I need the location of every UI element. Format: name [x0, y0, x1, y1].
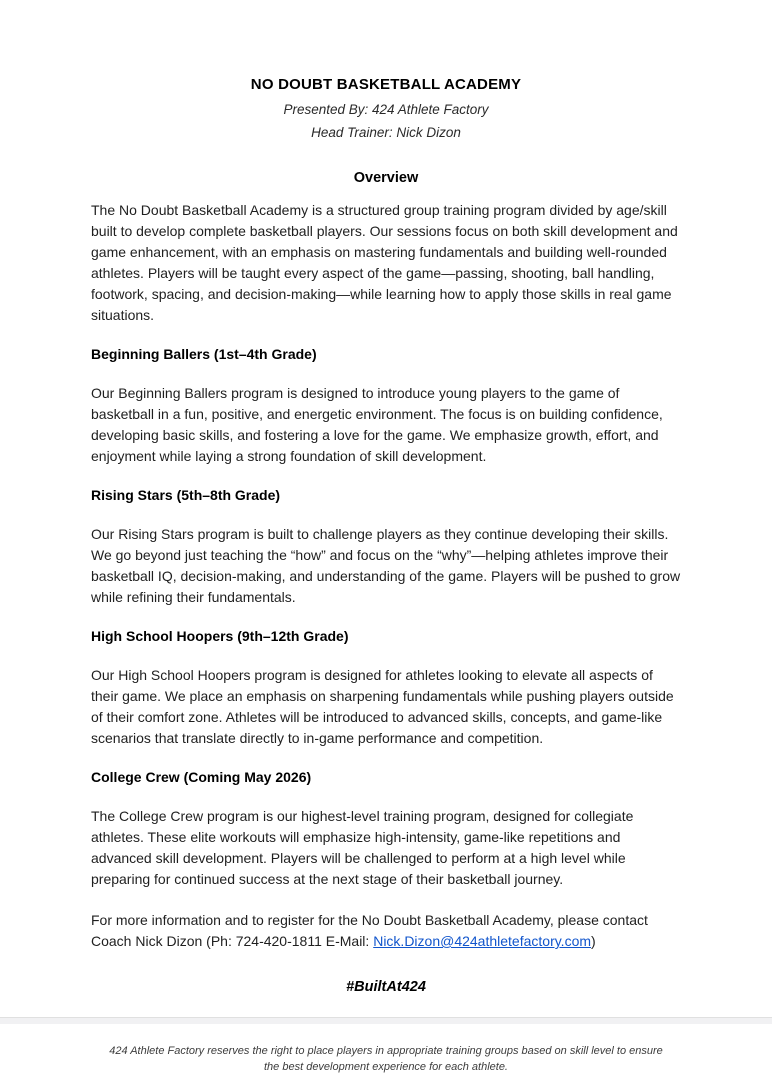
section-paragraph-beginning-ballers: Our Beginning Ballers program is designed to introduce young players to the game of basketball in a fun, positive, and energetic environment. The focus is on building confidence, developing basic skills, and fostering a love for the game. We emphasize growth, effort, and enjoyment while laying a strong foundation of skill development.	[91, 385, 663, 464]
page-title: NO DOUBT BASKETBALL ACADEMY	[250, 76, 522, 93]
footer-disclaimer: 424 Athlete Factory reserves the right to place players in appropriate training groups based on skill level to ensure the best development experience for each athlete.	[109, 1045, 663, 1073]
section-heading-college-crew: College Crew (Coming May 2026)	[91, 769, 312, 785]
page-boundary	[0, 1017, 772, 1024]
section-heading-rising-stars: Rising Stars (5th–8th Grade)	[91, 487, 281, 503]
head-trainer-line: Head Trainer: Nick Dizon	[311, 125, 461, 140]
section-paragraph-high-school-hoopers: Our High School Hoopers program is designed for athletes looking to elevate all aspects of their game. We place an emphasis on sharpening fundamentals while pushing players outside of their comfort zone. Athletes will be introduced to advanced skills, concepts, and game-like scenarios that translate directly to in-game performance and competition.	[91, 667, 674, 746]
document-header	[91, 76, 681, 140]
overview-heading: Overview	[353, 170, 419, 186]
section-paragraph-rising-stars: Our Rising Stars program is built to challenge players as they continue developing their skills. We go beyond just teaching the “how” and focus on the “why”—helping athletes improve their basketball IQ, decision-making, and understanding of the game. Players will be pushed to grow while refining their fundamentals.	[91, 526, 681, 605]
section-paragraph-college-crew: The College Crew program is our highest-level training program, designed for collegiate athletes. These elite workouts will emphasize high-intensity, game-like repetitions and advanced skill development. Players will be challenged to perform at a high level while preparing for continued success at the next stage of their basketball journey.	[91, 808, 634, 887]
presented-by-line: Presented By: 424 Athlete Factory	[283, 102, 489, 117]
email-link[interactable]: Nick.Dizon@424athletefactory.com	[373, 933, 592, 949]
contact-paragraph	[91, 910, 681, 952]
section-heading-high-school-hoopers: High School Hoopers (9th–12th Grade)	[91, 628, 349, 644]
contact-text-after: )	[591, 933, 596, 949]
overview-paragraph: The No Doubt Basketball Academy is a structured group training program divided by age/skill built to develop complete basketball players. Our sessions focus on both skill development and game enhancement, with an emphasis on mastering fundamentals and building well-rounded athletes. Players will be taught every aspect of the game—passing, shooting, ball handling, footwork, spacing, and decision-making—while learning how to apply those skills in real game situations.	[91, 202, 678, 323]
hashtag-line: #BuiltAt424	[346, 979, 426, 995]
section-heading-beginning-ballers: Beginning Ballers (1st–4th Grade)	[91, 346, 317, 362]
contact-text-before: For more information and to register for the No Doubt Basketball Academy, please contact Coach Nick Dizon (Ph: 724-420-1811 E-Mail:	[91, 912, 648, 949]
